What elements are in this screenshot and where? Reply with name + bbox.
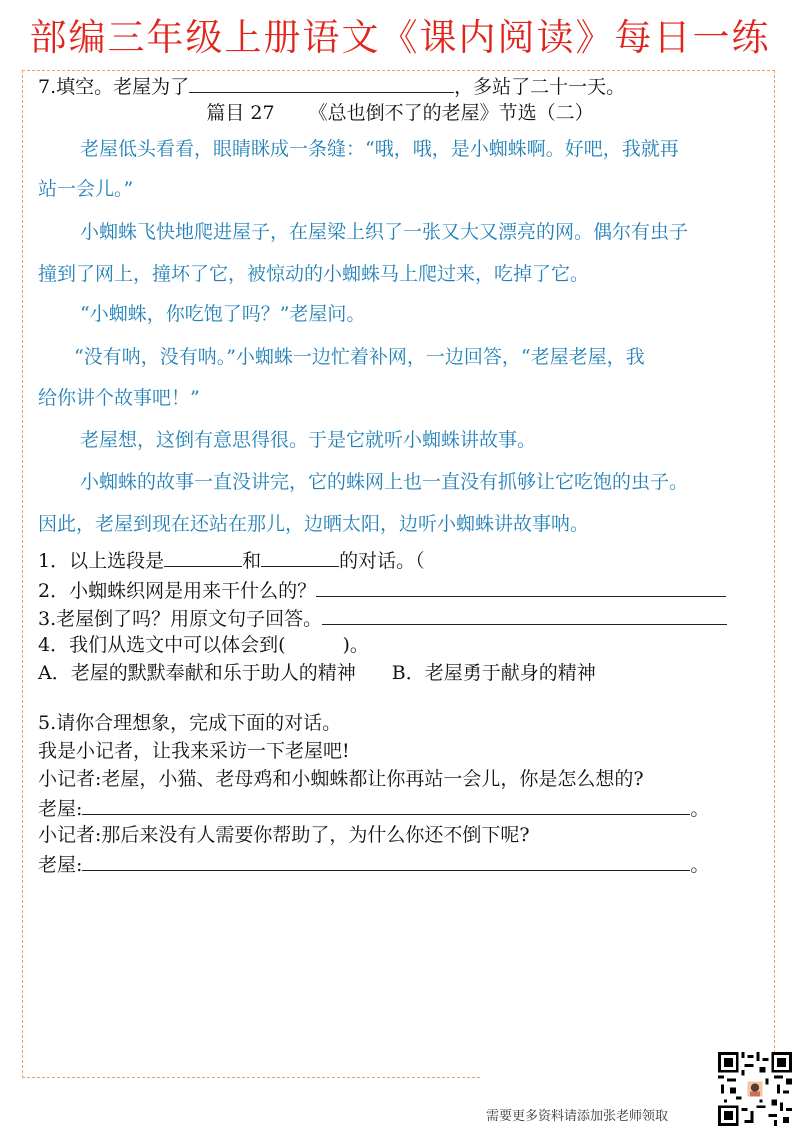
- old-house-answer-1: [38, 794, 709, 822]
- question-7-suffix: ，多站了二十一天。: [454, 76, 626, 98]
- footer-note: 需要更多资料请添加张老师领取: [486, 1109, 669, 1124]
- question-7-prefix: 7.填空。老屋为了: [38, 76, 190, 98]
- question-2: [38, 576, 726, 604]
- passage-line: “没有呐，没有呐。”小蜘蛛一边忙着补网，一边回答，“老屋老屋，我: [74, 346, 645, 368]
- answer-label: 老屋:: [38, 854, 83, 876]
- reporter-question-2: 小记者:那后来没有人需要你帮助了，为什么你还不倒下呢?: [38, 824, 530, 846]
- old-house-answer-2: [38, 850, 709, 878]
- passage-line: 给你讲个故事吧！”: [38, 387, 200, 409]
- answer-blank[interactable]: [82, 850, 690, 871]
- passage-line: 老屋想，这倒有意思得很。于是它就听小蜘蛛讲故事。: [80, 429, 537, 451]
- answer-blank[interactable]: [164, 546, 242, 567]
- question-3: [38, 604, 727, 632]
- passage-title: 《总也倒不了的老屋》节选（二）: [308, 102, 594, 124]
- question-2-text: 2．小蜘蛛织网是用来干什么的？: [38, 580, 317, 602]
- answer-blank[interactable]: [322, 604, 727, 625]
- passage-line: 因此，老屋到现在还站在那儿，边晒太阳，边听小蜘蛛讲故事呐。: [38, 513, 590, 535]
- answer-blank[interactable]: [316, 576, 726, 597]
- passage-line: 撞到了网上，撞坏了它，被惊动的小蜘蛛马上爬过来，吃掉了它。: [38, 263, 590, 285]
- answer-blank[interactable]: [189, 72, 454, 93]
- question-1-part-b: 和: [242, 550, 262, 572]
- worksheet-title: 部编三年级上册语文《课内阅读》每日一练: [29, 16, 771, 59]
- end-mark: 。: [690, 854, 710, 876]
- question-4-options: [38, 660, 596, 686]
- answer-label: 老屋:: [38, 798, 83, 820]
- question-1-part-a: 1．以上选段是: [38, 550, 165, 572]
- passage-heading: [0, 100, 800, 126]
- passage-line: 站一会儿。”: [38, 178, 134, 200]
- question-5-intro: 我是小记者，让我来采访一下老屋吧!: [38, 740, 350, 762]
- option-b[interactable]: B．老屋勇于献身的精神: [391, 662, 596, 684]
- answer-blank[interactable]: [82, 794, 690, 815]
- question-1: [38, 546, 425, 574]
- qr-code-icon: [718, 1052, 792, 1126]
- question-7: [38, 72, 625, 100]
- end-mark: 。: [690, 798, 710, 820]
- option-a[interactable]: A．老屋的默默奉献和乐于助人的精神: [38, 662, 356, 684]
- question-5-title: 5.请你合理想象，完成下面的对话。: [38, 712, 342, 734]
- passage-line: 老屋低头看看，眼睛眯成一条缝：“哦，哦，是小蜘蛛啊。好吧，我就再: [80, 138, 679, 160]
- passage-line: “小蜘蛛，你吃饱了吗？”老屋问。: [80, 303, 366, 325]
- question-1-part-c: 的对话。（: [339, 550, 425, 572]
- question-4: 4．我们从选文中可以体会到( )。: [38, 634, 369, 656]
- qr-code-icon[interactable]: [718, 1052, 792, 1126]
- passage-line: 小蜘蛛的故事一直没讲完，它的蛛网上也一直没有抓够让它吃饱的虫子。: [80, 471, 689, 493]
- reporter-question-1: 小记者:老屋，小猫、老母鸡和小蜘蛛都让你再站一会儿，你是怎么想的?: [38, 768, 644, 790]
- question-3-text: 3.老屋倒了吗？用原文句子回答。: [38, 608, 323, 630]
- passage-number: 篇目 27: [206, 102, 275, 124]
- answer-blank[interactable]: [261, 546, 339, 567]
- passage-line: 小蜘蛛飞快地爬进屋子，在屋梁上织了一张又大又漂亮的网。偶尔有虫子: [80, 221, 689, 243]
